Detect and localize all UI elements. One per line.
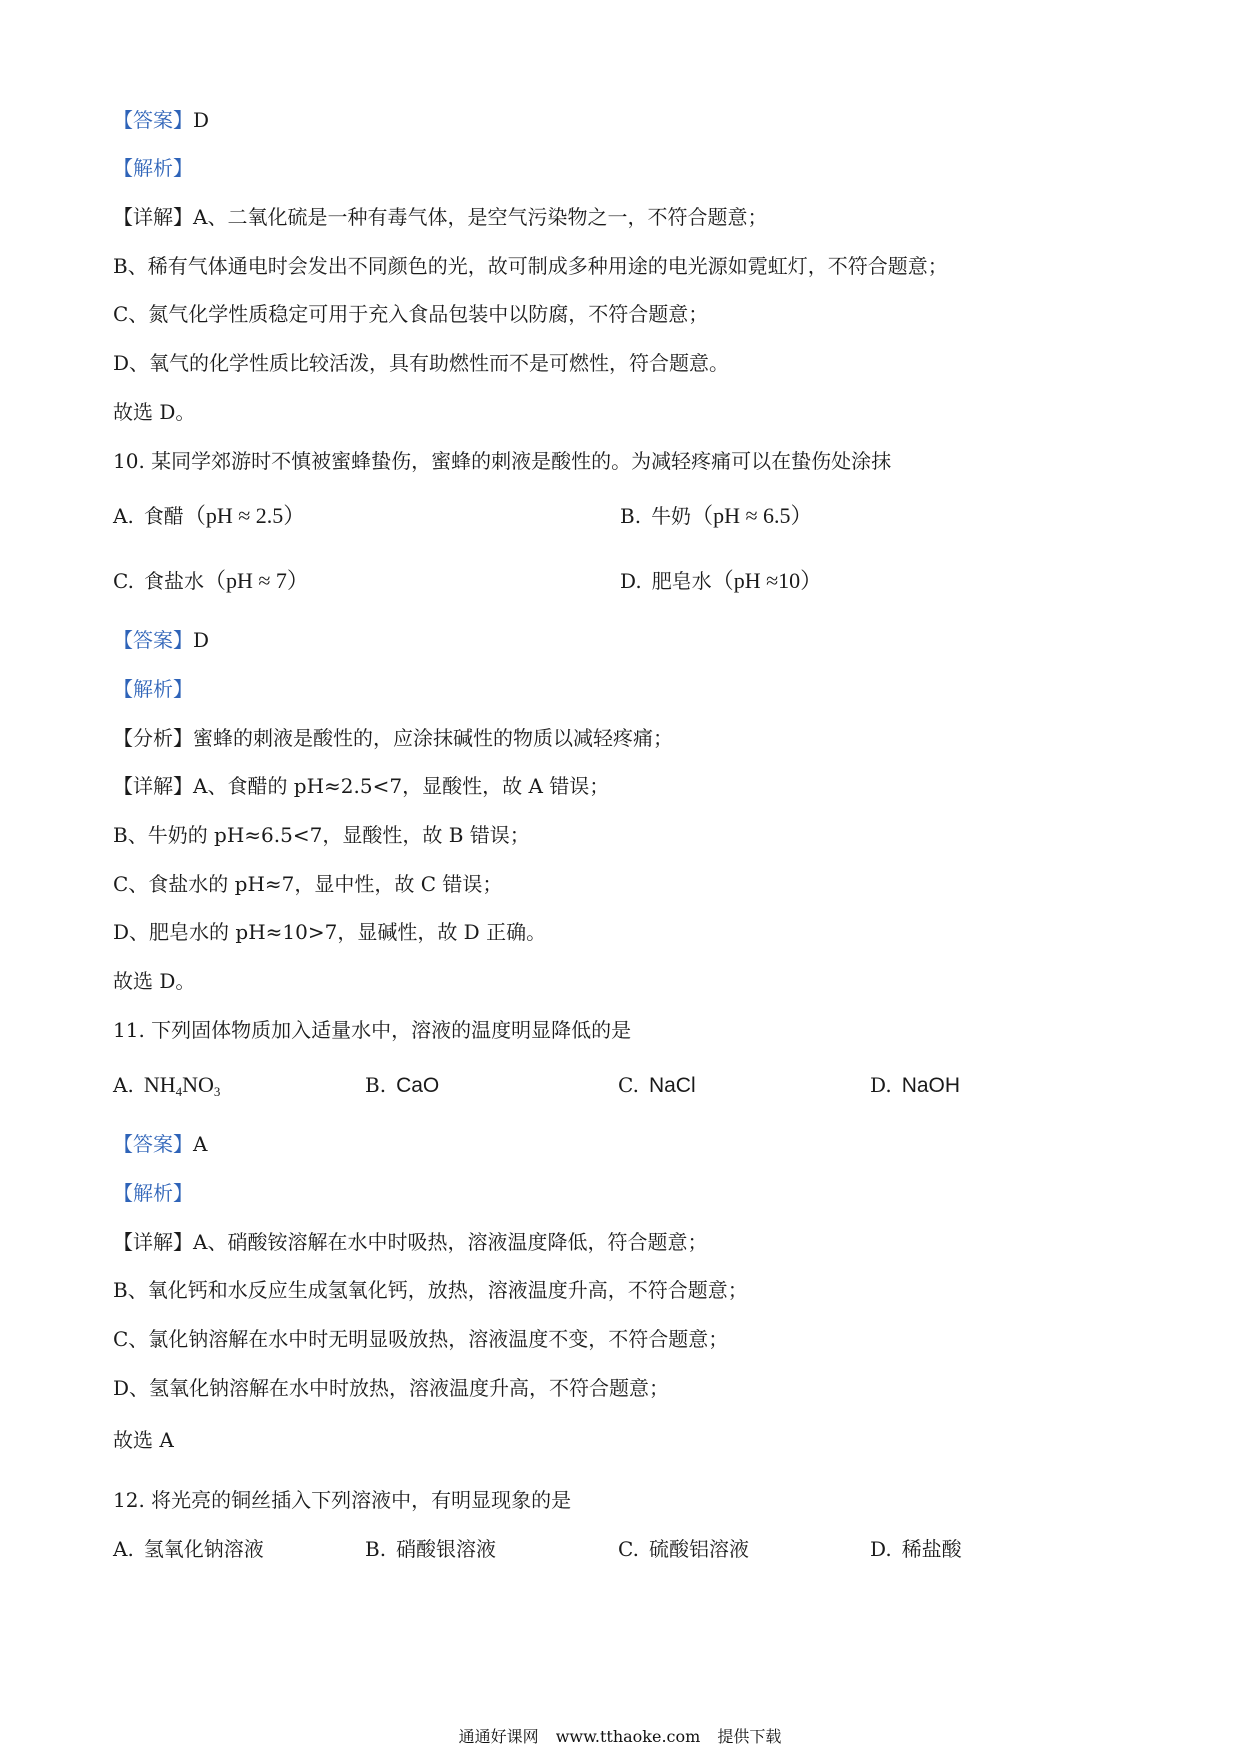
q10-option-c (113, 567, 309, 595)
q9-detail-b: B、稀有气体通电时会发出不同颜色的光，故可制成多种用途的电光源如霓虹灯，不符合题意； (113, 254, 948, 278)
option-letter: A. (113, 504, 134, 528)
answer-value: D (193, 108, 210, 132)
detail-tag: 【详解】 (113, 205, 193, 229)
q10-detail-a (113, 772, 609, 800)
q11-option-c (618, 1071, 696, 1100)
q12-question: 12. 将光亮的铜丝插入下列溶液中，有明显现象的是 (113, 1488, 572, 1512)
q10-detail-b: B、牛奶的 pH≈6.5<7，显酸性，故 B 错误； (113, 823, 530, 847)
q10-conclusion: 故选 D。 (113, 969, 196, 993)
option-name: 食盐水 (143, 569, 204, 593)
option-letter: A. (113, 1073, 134, 1097)
option-text: 氢氧化钠溶液 (143, 1537, 264, 1561)
footer-site-name: 通通好课网 (458, 1727, 539, 1746)
option-letter: C. (113, 569, 134, 593)
q9-answer-line (113, 106, 209, 134)
option-formula: NaOH (901, 1074, 961, 1097)
q11-option-d (870, 1071, 960, 1100)
option-letter: D. (870, 1073, 892, 1097)
option-ph: （pH ≈ 7） (203, 568, 309, 593)
q11-answer-line (113, 1130, 207, 1158)
option-ph: （pH ≈ 2.5） (183, 503, 306, 528)
detail-text: A、硝酸铵溶解在水中时吸热，溶液温度降低，符合题意； (193, 1230, 708, 1254)
q9-analysis-line (113, 154, 193, 182)
formula-subscript: 4 (175, 1084, 183, 1099)
formula-part: NO (182, 1072, 214, 1097)
formula-part: NH (143, 1072, 176, 1097)
option-letter: B. (365, 1073, 387, 1097)
page-footer (0, 1726, 1240, 1748)
option-formula: CaO (396, 1074, 440, 1097)
q10-detail-c: C、食盐水的 pH≈7，显中性，故 C 错误； (113, 872, 503, 896)
detail-text: A、食醋的 pH≈2.5<7，显酸性，故 A 错误； (193, 774, 610, 798)
q9-detail-a (113, 203, 767, 231)
q11-analysis-line (113, 1179, 193, 1207)
q10-question: 10. 某同学郊游时不慎被蜜蜂蛰伤，蜜蜂的刺液是酸性的。为减轻疼痛可以在蛰伤处涂抹 (113, 449, 892, 473)
detail-tag: 【详解】 (113, 1230, 193, 1254)
option-text: 硫酸铝溶液 (648, 1537, 749, 1561)
analysis-tag: 【解析】 (113, 677, 193, 701)
q11-option-b (365, 1071, 439, 1100)
option-letter: C. (618, 1537, 639, 1561)
q12-option-a (113, 1535, 264, 1563)
analysis-text: 蜜蜂的刺液是酸性的，应涂抹碱性的物质以减轻疼痛； (193, 726, 673, 750)
option-formula (144, 1072, 221, 1097)
answer-value: D (193, 628, 210, 652)
q10-answer-line (113, 626, 209, 654)
q12-option-d (870, 1535, 962, 1563)
q11-detail-d: D、氢氧化钠溶解在水中时放热，溶液温度升高，不符合题意； (113, 1376, 670, 1400)
answer-tag: 【答案】 (113, 628, 193, 652)
q9-conclusion: 故选 D。 (113, 400, 196, 424)
formula-subscript: 3 (213, 1084, 221, 1099)
option-ph: （pH ≈ 6.5） (691, 503, 813, 528)
option-letter: D. (620, 569, 642, 593)
option-name: 牛奶 (651, 504, 692, 528)
q11-option-a (113, 1071, 220, 1106)
option-letter: D. (870, 1537, 892, 1561)
analysis-sub-tag: 【分析】 (113, 726, 193, 750)
q10-analysis-detail (113, 724, 673, 752)
q10-detail-d: D、肥皂水的 pH≈10>7，显碱性，故 D 正确。 (113, 920, 547, 944)
q11-detail-c: C、氯化钠溶解在水中时无明显吸放热，溶液温度不变，不符合题意； (113, 1327, 729, 1351)
detail-text: A、二氧化硫是一种有毒气体，是空气污染物之一，不符合题意； (193, 205, 768, 229)
option-text: 硝酸银溶液 (396, 1537, 497, 1561)
q10-analysis-line (113, 675, 193, 703)
q12-option-b (365, 1535, 496, 1563)
detail-tag: 【详解】 (113, 774, 193, 798)
q9-detail-d: D、氧气的化学性质比较活泼，具有助燃性而不是可燃性，符合题意。 (113, 351, 730, 375)
option-formula: NaCl (648, 1074, 696, 1097)
option-letter: A. (113, 1537, 134, 1561)
q11-conclusion: 故选 A (113, 1428, 174, 1452)
option-letter: B. (620, 504, 642, 528)
option-letter: C. (618, 1073, 639, 1097)
analysis-tag: 【解析】 (113, 1181, 193, 1205)
option-name: 食醋 (143, 504, 184, 528)
q11-detail-a (113, 1228, 707, 1256)
q10-option-b (620, 502, 813, 530)
analysis-tag: 【解析】 (113, 156, 193, 180)
q10-option-d (620, 567, 822, 595)
q10-option-a (113, 502, 305, 530)
q11-question: 11. 下列固体物质加入适量水中，溶液的温度明显降低的是 (113, 1018, 632, 1042)
option-ph: （pH ≈10） (711, 568, 823, 593)
q11-detail-b: B、氧化钙和水反应生成氢氧化钙，放热，溶液温度升高，不符合题意； (113, 1278, 748, 1302)
answer-value: A (193, 1132, 208, 1156)
q9-detail-c: C、氮气化学性质稳定可用于充入食品包装中以防腐，不符合题意； (113, 302, 709, 326)
option-name: 肥皂水 (651, 569, 712, 593)
q12-option-c (618, 1535, 749, 1563)
option-letter: B. (365, 1537, 387, 1561)
footer-download: 提供下载 (717, 1727, 782, 1746)
option-text: 稀盐酸 (901, 1537, 962, 1561)
footer-url[interactable]: www.tthaoke.com (555, 1727, 701, 1746)
answer-tag: 【答案】 (113, 108, 193, 132)
answer-tag: 【答案】 (113, 1132, 193, 1156)
